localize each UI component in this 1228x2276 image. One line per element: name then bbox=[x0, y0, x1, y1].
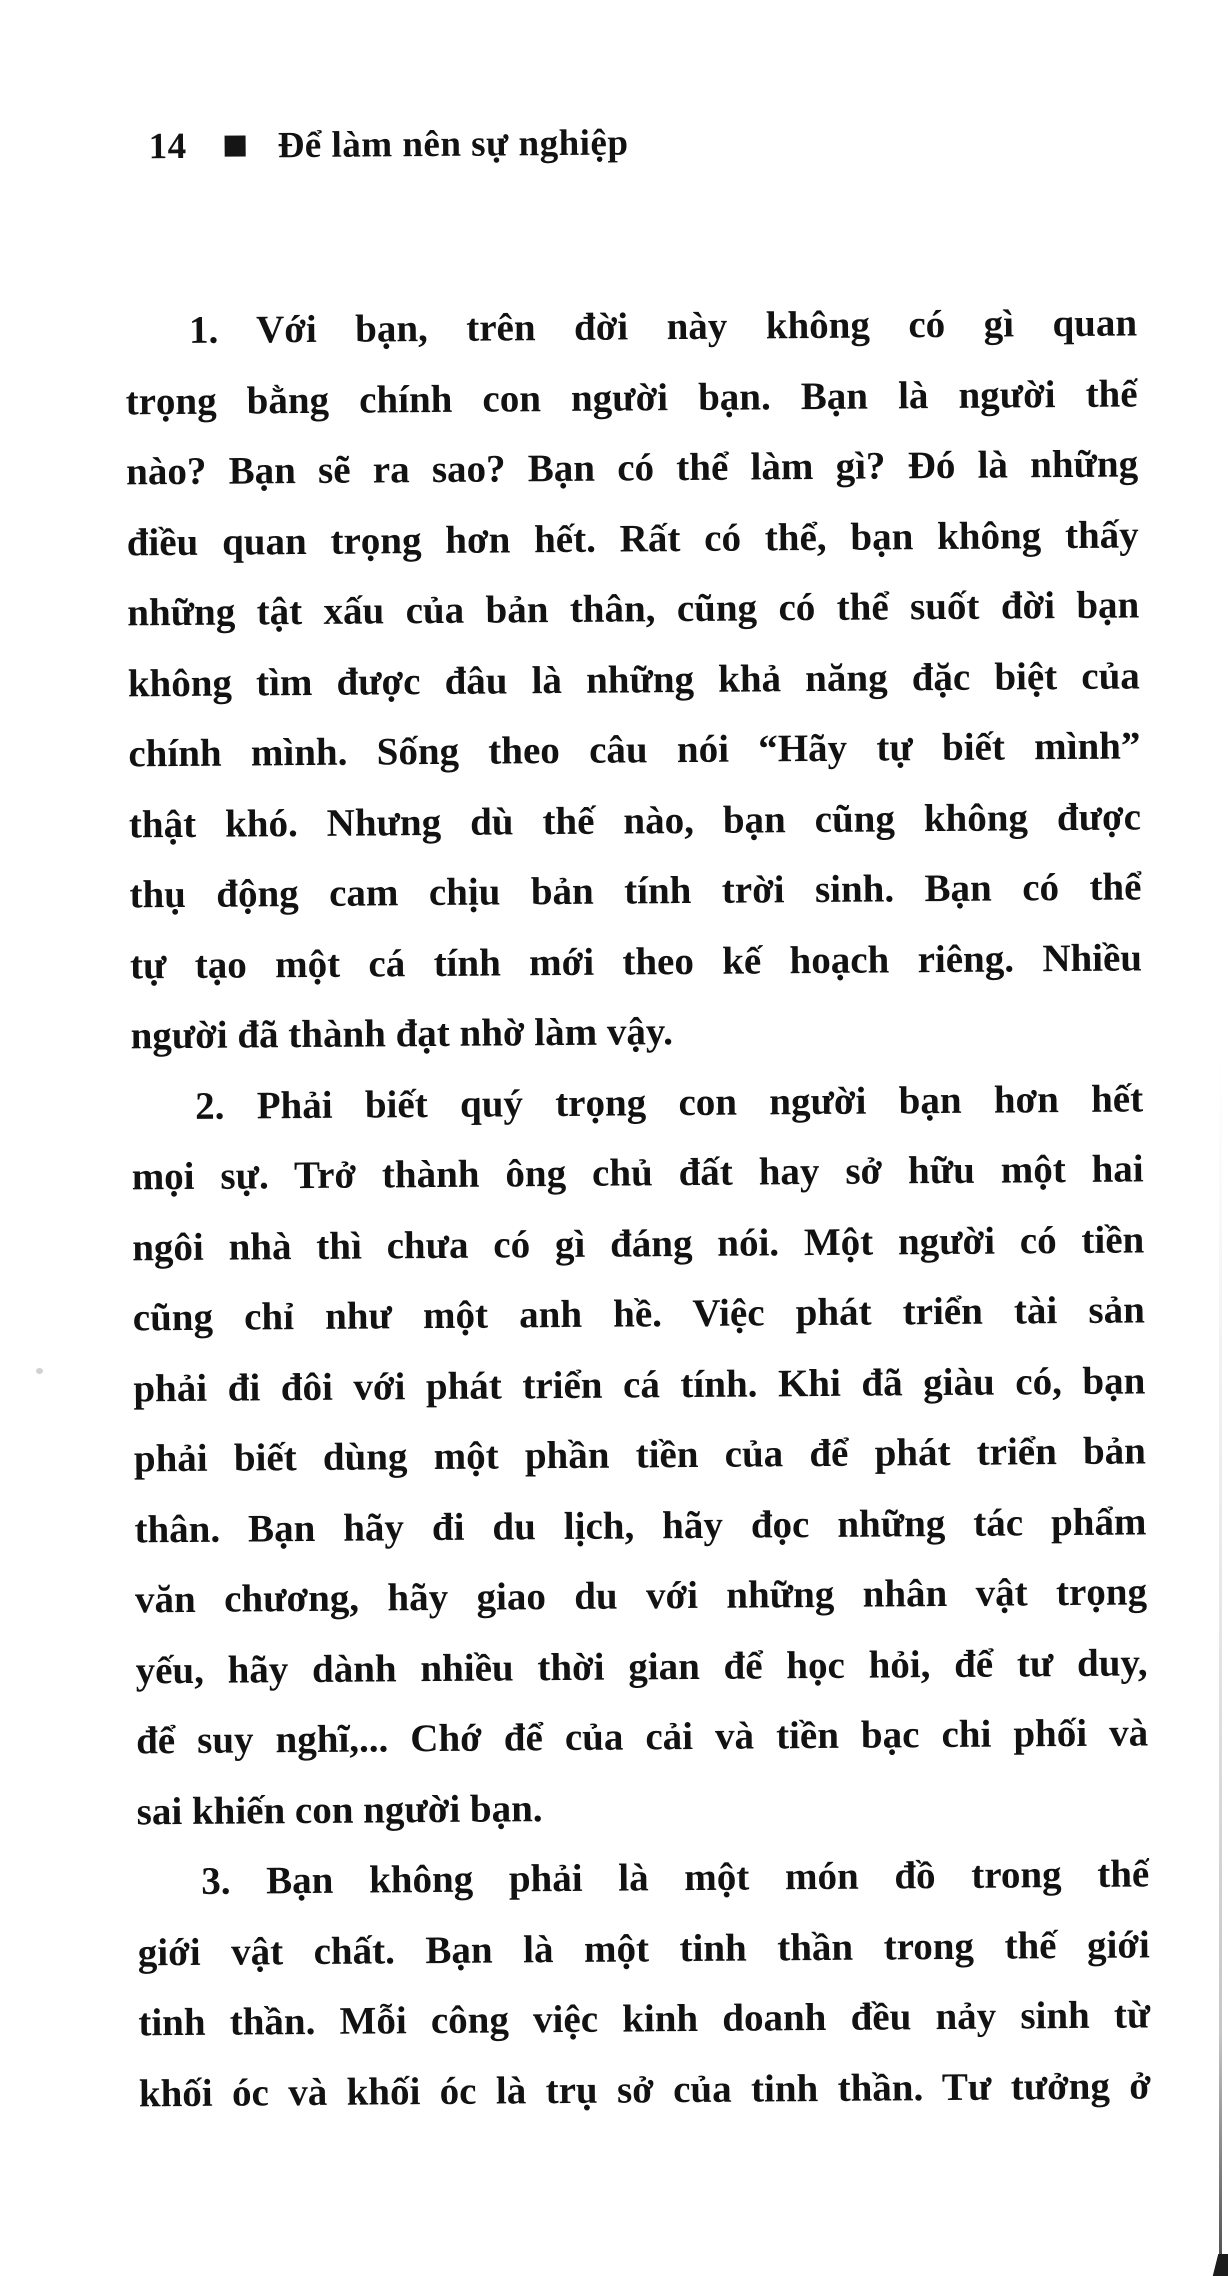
text-line: chính mình. Sống theo câu nói “Hãy tự biết mình” bbox=[128, 724, 1141, 776]
text-line: nào? Bạn sẽ ra sao? Bạn có thể làm gì? Đó là những bbox=[126, 442, 1139, 494]
running-header bbox=[148, 121, 628, 168]
text-line: mọi sự. Trở thành ông chủ đất hay sở hữu một hai bbox=[131, 1147, 1144, 1199]
text-line: người đã thành đạt nhờ làm vậy. bbox=[130, 1010, 674, 1058]
text-line: cũng chỉ như một anh hề. Việc phát triển tài sản bbox=[132, 1288, 1145, 1340]
text-line: điều quan trọng hơn hết. Rất có thể, bạn không thấy bbox=[126, 512, 1139, 564]
scan-edge-streak bbox=[1219, 1060, 1222, 2276]
text-line: những tật xấu của bản thân, cũng có thể suốt đời bạn bbox=[127, 583, 1140, 635]
running-title: Để làm nên sự nghiệp bbox=[277, 122, 629, 167]
text-line: ngôi nhà thì chưa có gì đáng nói. Một người có tiền bbox=[132, 1217, 1145, 1269]
body-text bbox=[125, 288, 1151, 2129]
text-line: 3. Bạn không phải là một món đồ trong thế bbox=[201, 1852, 1150, 1903]
square-bullet-icon bbox=[225, 135, 246, 156]
text-line: 2. Phải biết quý trọng con người bạn hơn hết bbox=[194, 1076, 1144, 1128]
text-line: tự tạo một cá tính mới theo kế hoạch riêng. Nhiều bbox=[129, 935, 1143, 987]
text-line: thật khó. Nhưng dù thế nào, bạn cũng không được bbox=[128, 794, 1142, 846]
text-line: phải đi đôi với phát triển cá tính. Khi đã giàu có, bạn bbox=[133, 1358, 1146, 1410]
text-line: khối óc và khối óc là trụ sở của tinh thần. Tư tưởng ở bbox=[138, 2063, 1152, 2115]
text-line: thụ động cam chịu bản tính trời sinh. Bạn có thể bbox=[129, 865, 1142, 917]
text-line: để suy nghĩ,... Chớ để của cải và tiền bạc chi phối và bbox=[135, 1711, 1149, 1763]
text-line: văn chương, hãy giao du với những nhân vật trọng bbox=[134, 1570, 1148, 1622]
text-line: thân. Bạn hãy đi du lịch, hãy đọc những tác phẩm bbox=[134, 1499, 1147, 1551]
page-number: 14 bbox=[148, 125, 187, 168]
text-line: sai khiến con người bạn. bbox=[136, 1786, 543, 1833]
scan-speck bbox=[36, 1368, 43, 1374]
text-line: giới vật chất. Bạn là một tinh thần trong thế giới bbox=[137, 1922, 1150, 1974]
text-line: tinh thần. Mỗi công việc kinh doanh đều nảy sinh từ bbox=[138, 1993, 1151, 2045]
text-line: 1. Với bạn, trên đời này không có gì quan bbox=[188, 301, 1138, 352]
text-line: phải biết dùng một phần tiền của để phát triển bản bbox=[133, 1429, 1147, 1481]
text-line: yếu, hãy dành nhiều thời gian để học hỏi, để tư duy, bbox=[135, 1640, 1148, 1692]
text-line: trọng bằng chính con người bạn. Bạn là người thế bbox=[125, 371, 1138, 423]
text-line: không tìm được đâu là những khả năng đặc biệt của bbox=[127, 653, 1140, 705]
